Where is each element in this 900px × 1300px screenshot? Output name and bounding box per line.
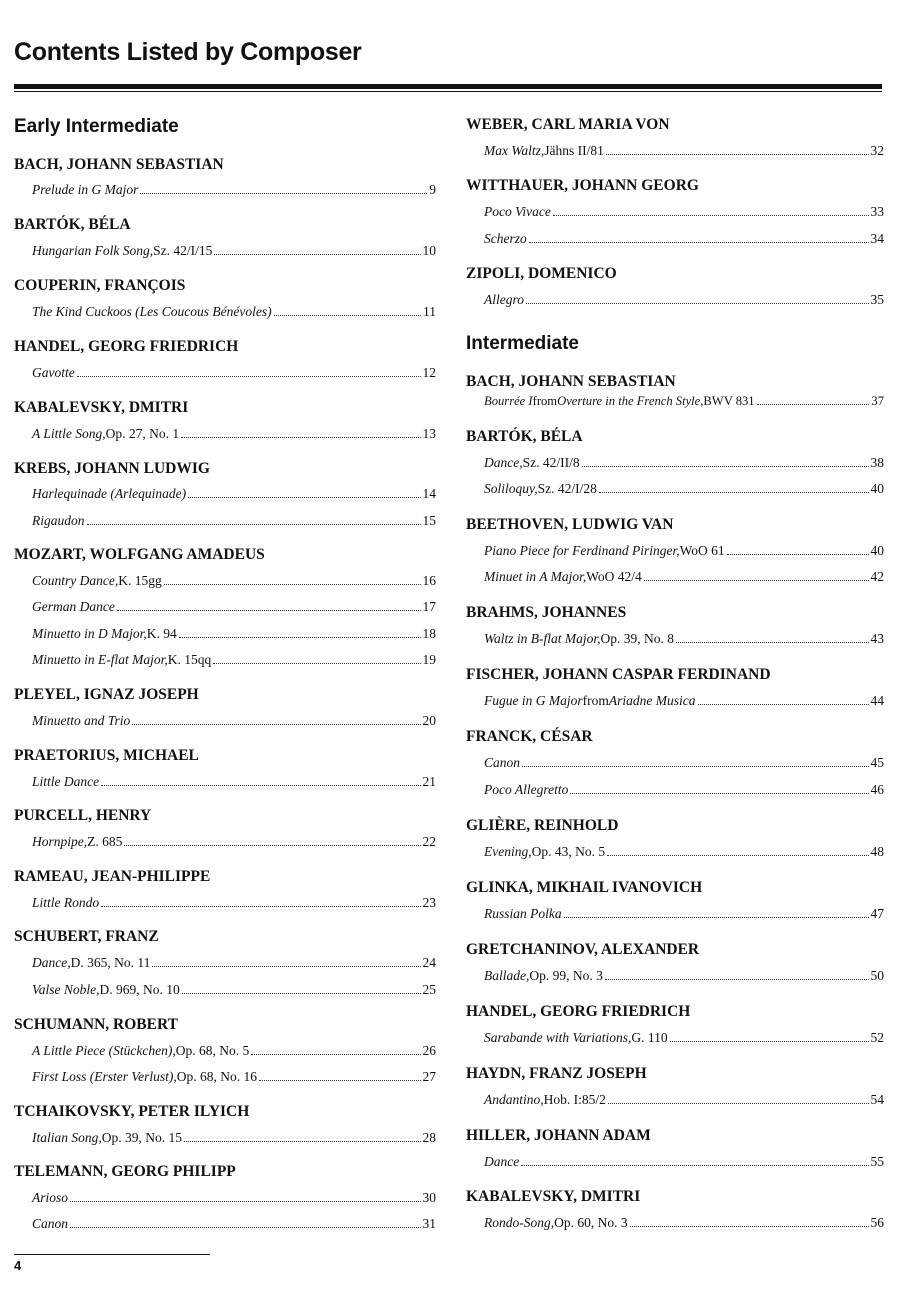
piece-title: Minuetto and Trio — [32, 713, 131, 728]
toc-entry[interactable] — [484, 631, 884, 647]
toc-entry[interactable] — [32, 182, 436, 198]
toc-entry[interactable] — [484, 143, 884, 159]
dot-leader — [582, 466, 869, 467]
composer-name: HANDEL, GEORG FRIEDRICH — [14, 338, 239, 355]
piece-title: Ballade, — [484, 968, 530, 983]
composer-name: GLINKA, MIKHAIL IVANOVICH — [466, 879, 703, 896]
composer-name: PURCELL, HENRY — [14, 807, 152, 824]
title-rule-thick — [14, 84, 882, 89]
toc-entry[interactable] — [484, 569, 884, 585]
piece-catalog: Op. 39, No. 8 — [600, 631, 675, 646]
toc-entry[interactable] — [32, 955, 436, 971]
dot-leader — [181, 437, 420, 438]
dot-leader — [70, 1227, 420, 1228]
piece-catalog: WoO 61 — [679, 543, 725, 558]
page-number: 9 — [429, 182, 436, 197]
toc-entry[interactable] — [32, 982, 436, 998]
piece-catalog: D. 365, No. 11 — [70, 955, 151, 970]
dot-leader — [676, 642, 868, 643]
piece-source: Overture in the French Style, — [557, 394, 704, 408]
toc-entry[interactable] — [484, 755, 884, 771]
toc-entry[interactable] — [484, 844, 884, 860]
page-number: 11 — [423, 304, 436, 319]
piece-catalog: Sz. 42/I/28 — [537, 481, 597, 496]
page-number: 20 — [422, 713, 436, 728]
page-number: 44 — [870, 693, 884, 708]
page-number: 18 — [422, 626, 436, 641]
piece-catalog: Z. 685 — [87, 834, 123, 849]
piece-catalog: K. 15qq — [167, 652, 212, 667]
dot-leader — [184, 1141, 421, 1142]
composer-name: BRAHMS, JOHANNES — [466, 604, 627, 621]
piece-title: Country Dance, — [32, 573, 119, 588]
page-number: 55 — [870, 1154, 884, 1169]
toc-entry[interactable] — [484, 455, 884, 471]
piece-title: German Dance — [32, 599, 115, 614]
section-heading: Early Intermediate — [14, 116, 179, 137]
composer-name: GRETCHANINOV, ALEXANDER — [466, 941, 700, 958]
toc-entry[interactable] — [484, 906, 884, 922]
page-number: 12 — [422, 365, 436, 380]
toc-entry[interactable] — [32, 599, 436, 615]
composer-name: WITTHAUER, JOHANN GEORG — [466, 177, 699, 194]
toc-entry[interactable] — [32, 1190, 436, 1206]
page-number: 30 — [422, 1190, 436, 1205]
piece-title: A Little Song, — [32, 426, 106, 441]
piece-catalog: G. 110 — [631, 1030, 668, 1045]
dot-leader — [757, 404, 870, 405]
page-number: 38 — [870, 455, 884, 470]
dot-leader — [521, 1165, 868, 1166]
page-number: 40 — [870, 481, 884, 496]
dot-leader — [140, 193, 427, 194]
piece-title: Piano Piece for Ferdinand Piringer, — [484, 543, 680, 558]
composer-name: BEETHOVEN, LUDWIG VAN — [466, 516, 674, 533]
page-number: 56 — [870, 1215, 884, 1230]
page-number: 25 — [422, 982, 436, 997]
piece-title: Prelude in G Major — [32, 182, 139, 197]
composer-name: FRANCK, CÉSAR — [466, 728, 593, 745]
dot-leader — [608, 1103, 869, 1104]
page-number: 47 — [870, 906, 884, 921]
toc-entry[interactable] — [484, 231, 884, 247]
dot-leader — [607, 855, 868, 856]
page-number: 50 — [870, 968, 884, 983]
dot-leader — [117, 610, 421, 611]
composer-name: SCHUMANN, ROBERT — [14, 1016, 178, 1033]
toc-entry[interactable] — [484, 543, 884, 559]
toc-entry[interactable] — [32, 513, 436, 529]
piece-title: Dance, — [32, 955, 71, 970]
composer-name: PRAETORIUS, MICHAEL — [14, 747, 199, 764]
toc-entry[interactable] — [32, 652, 436, 668]
dot-leader — [124, 845, 420, 846]
dot-leader — [670, 1041, 869, 1042]
piece-title: Minuetto in D Major, — [32, 626, 147, 641]
piece-title: The Kind Cuckoos (Les Coucous Bénévoles) — [32, 304, 272, 319]
dot-leader — [213, 663, 420, 664]
dot-leader — [214, 254, 420, 255]
piece-catalog: from — [582, 693, 609, 708]
composer-name: BACH, JOHANN SEBASTIAN — [466, 373, 676, 390]
page-number: 46 — [870, 782, 884, 797]
piece-title: Hornpipe, — [32, 834, 88, 849]
piece-catalog: K. 15gg — [118, 573, 162, 588]
composer-name: ZIPOLI, DOMENICO — [466, 265, 617, 282]
dot-leader — [522, 766, 868, 767]
piece-title: Poco Allegretto — [484, 782, 569, 797]
piece-catalog: Op. 99, No. 3 — [529, 968, 603, 983]
piece-catalog: K. 94 — [146, 626, 177, 641]
dot-leader — [251, 1054, 420, 1055]
toc-entry[interactable] — [484, 394, 884, 409]
page-number: 16 — [422, 573, 436, 588]
page-title: Contents Listed by Composer — [14, 38, 362, 66]
toc-entry[interactable] — [32, 573, 436, 589]
piece-title: Max Waltz, — [484, 143, 545, 158]
toc-entry[interactable] — [32, 365, 436, 381]
composer-name: SCHUBERT, FRANZ — [14, 928, 159, 945]
toc-entry[interactable] — [32, 1043, 436, 1059]
dot-leader — [727, 554, 869, 555]
dot-leader — [152, 966, 420, 967]
piece-title: Valse Noble, — [32, 982, 100, 997]
composer-name: BACH, JOHANN SEBASTIAN — [14, 156, 224, 173]
page-number: 23 — [422, 895, 436, 910]
page-number: 35 — [870, 292, 884, 307]
piece-catalog: Sz. 42/I/15 — [153, 243, 213, 258]
page-number: 31 — [422, 1216, 436, 1231]
page-number: 17 — [422, 599, 436, 614]
composer-name: HILLER, JOHANN ADAM — [466, 1127, 651, 1144]
piece-source: Ariadne Musica — [608, 693, 696, 708]
piece-title: Dance, — [484, 455, 523, 470]
piece-catalog: BWV 831 — [703, 394, 755, 408]
piece-catalog: D. 969, No. 10 — [99, 982, 180, 997]
dot-leader — [164, 584, 421, 585]
dot-leader — [77, 376, 421, 377]
page-number-footer: 4 — [14, 1258, 22, 1273]
piece-catalog: Op. 68, No. 16 — [176, 1069, 258, 1084]
piece-title: Canon — [484, 755, 521, 770]
piece-title: Canon — [32, 1216, 69, 1231]
toc-entry[interactable] — [32, 426, 436, 442]
toc-entry[interactable] — [484, 1030, 884, 1046]
composer-name: GLIÈRE, REINHOLD — [466, 817, 619, 834]
toc-entry[interactable] — [484, 292, 884, 308]
dot-leader — [101, 785, 420, 786]
page-number: 27 — [422, 1069, 436, 1084]
toc-entry[interactable] — [484, 1215, 884, 1231]
toc-entry[interactable] — [32, 774, 436, 790]
composer-name: BARTÓK, BÉLA — [14, 216, 131, 233]
composer-name: KABALEVSKY, DMITRI — [466, 1188, 641, 1205]
dot-leader — [70, 1201, 420, 1202]
piece-catalog: Hob. I:85/2 — [543, 1092, 606, 1107]
piece-catalog: Op. 27, No. 1 — [105, 426, 180, 441]
page-number: 48 — [870, 844, 884, 859]
composer-name: RAMEAU, JEAN-PHILIPPE — [14, 868, 211, 885]
dot-leader — [529, 242, 869, 243]
page-number: 26 — [422, 1043, 436, 1058]
piece-title: Little Dance — [32, 774, 100, 789]
piece-title: Hungarian Folk Song, — [32, 243, 154, 258]
dot-leader — [182, 993, 421, 994]
dot-leader — [274, 315, 421, 316]
piece-title: Soliloquy, — [484, 481, 538, 496]
piece-title: Minuetto in E-flat Major, — [32, 652, 168, 667]
page-number: 34 — [870, 231, 884, 246]
piece-title: Evening, — [484, 844, 532, 859]
toc-entry[interactable] — [32, 304, 436, 320]
page-number: 37 — [871, 394, 884, 408]
dot-leader — [599, 492, 869, 493]
page-number: 15 — [422, 513, 436, 528]
composer-name: MOZART, WOLFGANG AMADEUS — [14, 546, 265, 563]
piece-title: Allegro — [484, 292, 524, 307]
composer-name: FISCHER, JOHANN CASPAR FERDINAND — [466, 666, 771, 683]
piece-title: Russian Polka — [484, 906, 562, 921]
toc-entry[interactable] — [484, 204, 884, 220]
piece-title: Rigaudon — [32, 513, 85, 528]
page-number: 32 — [870, 143, 884, 158]
toc-entry[interactable] — [484, 481, 884, 497]
piece-title: Italian Song, — [32, 1130, 102, 1145]
piece-title: Dance — [484, 1154, 520, 1169]
piece-title: A Little Piece (Stückchen), — [32, 1043, 176, 1058]
toc-entry[interactable] — [32, 243, 436, 259]
dot-leader — [644, 580, 869, 581]
toc-entry[interactable] — [32, 626, 436, 642]
dot-leader — [87, 524, 421, 525]
toc-entry[interactable] — [484, 693, 884, 709]
toc-entry[interactable] — [32, 713, 436, 729]
page-number: 28 — [422, 1130, 436, 1145]
piece-title: Scherzo — [484, 231, 527, 246]
composer-name: HAYDN, FRANZ JOSEPH — [466, 1065, 647, 1082]
dot-leader — [259, 1080, 420, 1081]
title-rule-thin — [14, 91, 882, 92]
page-number: 13 — [422, 426, 436, 441]
toc-entry[interactable] — [32, 486, 436, 502]
toc-entry[interactable] — [32, 895, 436, 911]
composer-name: TELEMANN, GEORG PHILIPP — [14, 1163, 236, 1180]
toc-entry[interactable] — [484, 968, 884, 984]
dot-leader — [698, 704, 869, 705]
dot-leader — [101, 906, 420, 907]
page-number: 52 — [870, 1030, 884, 1045]
dot-leader — [179, 637, 421, 638]
composer-name: COUPERIN, FRANÇOIS — [14, 277, 186, 294]
page-number: 14 — [422, 486, 436, 501]
toc-entry[interactable] — [32, 834, 436, 850]
page-number: 21 — [422, 774, 436, 789]
section-heading: Intermediate — [466, 333, 579, 354]
composer-name: KABALEVSKY, DMITRI — [14, 399, 189, 416]
piece-title: Andantino, — [484, 1092, 544, 1107]
composer-name: PLEYEL, IGNAZ JOSEPH — [14, 686, 199, 703]
piece-title: Poco Vivace — [484, 204, 551, 219]
piece-catalog: WoO 42/4 — [586, 569, 642, 584]
piece-title: Minuet in A Major, — [484, 569, 587, 584]
composer-name: BARTÓK, BÉLA — [466, 428, 583, 445]
page-number: 22 — [422, 834, 436, 849]
page-number: 45 — [870, 755, 884, 770]
piece-title: Arioso — [32, 1190, 69, 1205]
piece-title: Rondo-Song, — [484, 1215, 555, 1230]
piece-title: Sarabande with Variations, — [484, 1030, 632, 1045]
piece-title: Waltz in B-flat Major, — [484, 631, 601, 646]
piece-catalog: Jähns II/81 — [544, 143, 604, 158]
composer-name: HANDEL, GEORG FRIEDRICH — [466, 1003, 691, 1020]
composer-name: TCHAIKOVSKY, PETER ILYICH — [14, 1103, 250, 1120]
page-number: 19 — [422, 652, 436, 667]
piece-catalog: from — [532, 394, 558, 408]
piece-title: Gavotte — [32, 365, 75, 380]
page-number: 42 — [870, 569, 884, 584]
toc-entry[interactable] — [484, 782, 884, 798]
piece-catalog: Sz. 42/II/8 — [522, 455, 580, 470]
piece-catalog: Op. 68, No. 5 — [175, 1043, 250, 1058]
toc-entry[interactable] — [484, 1092, 884, 1108]
page-number: 10 — [422, 243, 436, 258]
toc-entry[interactable] — [32, 1216, 436, 1232]
dot-leader — [606, 154, 869, 155]
piece-catalog: Op. 39, No. 15 — [101, 1130, 182, 1145]
toc-entry[interactable] — [32, 1069, 436, 1085]
piece-catalog: Op. 43, No. 5 — [531, 844, 606, 859]
piece-title: Fugue in G Major — [484, 693, 583, 708]
piece-title: Harlequinade (Arlequinade) — [32, 486, 187, 501]
dot-leader — [564, 917, 869, 918]
page-number: 40 — [870, 543, 884, 558]
dot-leader — [553, 215, 869, 216]
dot-leader — [570, 793, 868, 794]
dot-leader — [188, 497, 420, 498]
page-number: 24 — [422, 955, 436, 970]
page-number: 54 — [870, 1092, 884, 1107]
page-number: 43 — [870, 631, 884, 646]
piece-catalog: Op. 60, No. 3 — [554, 1215, 628, 1230]
toc-entry[interactable] — [32, 1130, 436, 1146]
piece-title: First Loss (Erster Verlust), — [32, 1069, 177, 1084]
dot-leader — [132, 724, 420, 725]
piece-title: Bourrée I — [484, 394, 533, 408]
toc-entry[interactable] — [484, 1154, 884, 1170]
piece-title: Little Rondo — [32, 895, 100, 910]
page-number: 33 — [870, 204, 884, 219]
composer-name: KREBS, JOHANN LUDWIG — [14, 460, 210, 477]
footer-rule — [14, 1254, 210, 1255]
composer-name: WEBER, CARL MARIA VON — [466, 116, 670, 133]
dot-leader — [630, 1226, 869, 1227]
dot-leader — [605, 979, 869, 980]
dot-leader — [526, 303, 869, 304]
